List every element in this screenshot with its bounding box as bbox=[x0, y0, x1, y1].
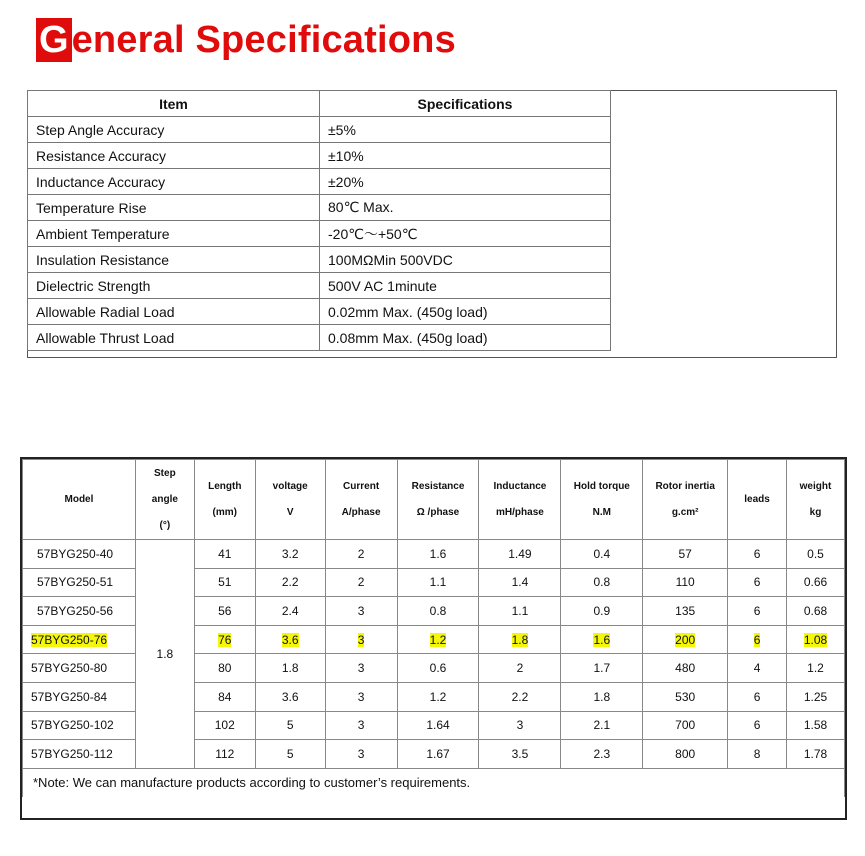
model-value: 0.68 bbox=[787, 597, 845, 626]
spec-value: 80℃ Max. bbox=[320, 195, 611, 221]
model-name: 57BYG250-112 bbox=[23, 740, 136, 769]
model-name: 57BYG250-56 bbox=[23, 597, 136, 626]
model-value: 112 bbox=[194, 740, 255, 769]
model-header-row bbox=[23, 460, 845, 540]
table-header-row bbox=[28, 91, 611, 117]
model-value: 1.8 bbox=[479, 625, 561, 654]
model-value: 1.2 bbox=[397, 682, 479, 711]
model-name: 57BYG250-51 bbox=[23, 568, 136, 597]
model-value: 1.67 bbox=[397, 740, 479, 769]
model-value: 102 bbox=[194, 711, 255, 740]
spec-value: 500V AC 1minute bbox=[320, 273, 611, 299]
model-value: 1.08 bbox=[787, 625, 845, 654]
table-note: *Note: We can manufacture products according to customer’s requirements. bbox=[23, 768, 845, 797]
model-value: 3 bbox=[325, 711, 397, 740]
model-value: 5 bbox=[255, 740, 325, 769]
header-specifications: Specifications bbox=[320, 91, 611, 117]
spec-item: Ambient Temperature bbox=[28, 221, 320, 247]
header-resistance: Resistance Ω /phase bbox=[397, 460, 479, 540]
model-value: 6 bbox=[728, 625, 787, 654]
header-weight: weight kg bbox=[787, 460, 845, 540]
model-value: 3.2 bbox=[255, 540, 325, 569]
header-hold-torque: Hold torque N.M bbox=[561, 460, 643, 540]
model-value: 0.66 bbox=[787, 568, 845, 597]
note-row bbox=[23, 768, 845, 797]
table-row bbox=[28, 143, 611, 169]
model-specifications-table bbox=[20, 457, 847, 820]
model-value: 1.6 bbox=[561, 625, 643, 654]
model-value: 3 bbox=[325, 740, 397, 769]
step-angle-value: 1.8 bbox=[135, 540, 194, 769]
model-value: 2.2 bbox=[479, 682, 561, 711]
model-value: 57 bbox=[643, 540, 728, 569]
model-value: 6 bbox=[728, 540, 787, 569]
model-value: 3 bbox=[479, 711, 561, 740]
model-value: 700 bbox=[643, 711, 728, 740]
model-value: 2 bbox=[325, 540, 397, 569]
model-value: 1.2 bbox=[397, 625, 479, 654]
model-value: 6 bbox=[728, 711, 787, 740]
model-value: 1.25 bbox=[787, 682, 845, 711]
table-row bbox=[28, 117, 611, 143]
table-row bbox=[28, 273, 611, 299]
model-value: 3 bbox=[325, 682, 397, 711]
model-value: 200 bbox=[643, 625, 728, 654]
table-row bbox=[23, 540, 845, 569]
model-value: 1.8 bbox=[561, 682, 643, 711]
model-value: 1.6 bbox=[397, 540, 479, 569]
model-value: 2.1 bbox=[561, 711, 643, 740]
header-leads: leads bbox=[728, 460, 787, 540]
header-step-angle: Step angle (°) bbox=[135, 460, 194, 540]
model-value: 480 bbox=[643, 654, 728, 683]
model-value: 2.3 bbox=[561, 740, 643, 769]
model-value: 3 bbox=[325, 597, 397, 626]
header-model: Model bbox=[23, 460, 136, 540]
spec-value: 100MΩMin 500VDC bbox=[320, 247, 611, 273]
page-title bbox=[36, 18, 456, 62]
model-value: 3.6 bbox=[255, 625, 325, 654]
model-value: 0.6 bbox=[397, 654, 479, 683]
model-value: 3.5 bbox=[479, 740, 561, 769]
model-value: 41 bbox=[194, 540, 255, 569]
model-value: 76 bbox=[194, 625, 255, 654]
model-value: 0.9 bbox=[561, 597, 643, 626]
header-item: Item bbox=[28, 91, 320, 117]
model-value: 0.8 bbox=[561, 568, 643, 597]
model-value: 1.78 bbox=[787, 740, 845, 769]
model-value: 1.1 bbox=[479, 597, 561, 626]
header-length: Length (mm) bbox=[194, 460, 255, 540]
model-value: 1.7 bbox=[561, 654, 643, 683]
model-value: 0.8 bbox=[397, 597, 479, 626]
model-value: 1.2 bbox=[787, 654, 845, 683]
model-value: 1.49 bbox=[479, 540, 561, 569]
spec-item: Allowable Thrust Load bbox=[28, 325, 320, 351]
spec-value: ±10% bbox=[320, 143, 611, 169]
table-row bbox=[28, 325, 611, 351]
model-value: 3 bbox=[325, 625, 397, 654]
spec-item: Insulation Resistance bbox=[28, 247, 320, 273]
spec-item: Step Angle Accuracy bbox=[28, 117, 320, 143]
header-rotor-inertia: Rotor inertia g.cm² bbox=[643, 460, 728, 540]
model-value: 6 bbox=[728, 682, 787, 711]
spec-value: -20℃～+50℃ bbox=[320, 221, 611, 247]
model-value: 6 bbox=[728, 568, 787, 597]
model-value: 2 bbox=[479, 654, 561, 683]
model-value: 0.5 bbox=[787, 540, 845, 569]
spec-item: Temperature Rise bbox=[28, 195, 320, 221]
spec-item: Dielectric Strength bbox=[28, 273, 320, 299]
spec-item: Allowable Radial Load bbox=[28, 299, 320, 325]
general-specifications-table bbox=[27, 90, 837, 358]
model-value: 2.4 bbox=[255, 597, 325, 626]
spec-item: Inductance Accuracy bbox=[28, 169, 320, 195]
model-value: 110 bbox=[643, 568, 728, 597]
model-value: 530 bbox=[643, 682, 728, 711]
title-text: eneral Specifications bbox=[71, 19, 456, 61]
spec-value: 0.02mm Max. (450g load) bbox=[320, 299, 611, 325]
table-row bbox=[28, 169, 611, 195]
model-name: 57BYG250-102 bbox=[23, 711, 136, 740]
table-row bbox=[28, 247, 611, 273]
model-value: 1.8 bbox=[255, 654, 325, 683]
model-value: 51 bbox=[194, 568, 255, 597]
model-value: 1.64 bbox=[397, 711, 479, 740]
model-value: 4 bbox=[728, 654, 787, 683]
model-value: 5 bbox=[255, 711, 325, 740]
header-voltage: voltage V bbox=[255, 460, 325, 540]
spec-item: Resistance Accuracy bbox=[28, 143, 320, 169]
model-value: 56 bbox=[194, 597, 255, 626]
model-name: 57BYG250-80 bbox=[23, 654, 136, 683]
title-first-letter: G bbox=[36, 18, 72, 62]
model-value: 2.2 bbox=[255, 568, 325, 597]
table-row bbox=[28, 195, 611, 221]
model-value: 0.4 bbox=[561, 540, 643, 569]
model-value: 800 bbox=[643, 740, 728, 769]
model-value: 1.58 bbox=[787, 711, 845, 740]
model-value: 1.4 bbox=[479, 568, 561, 597]
spec-value: ±5% bbox=[320, 117, 611, 143]
spec-value: ±20% bbox=[320, 169, 611, 195]
spec-value: 0.08mm Max. (450g load) bbox=[320, 325, 611, 351]
model-name: 57BYG250-76 bbox=[23, 625, 136, 654]
model-value: 6 bbox=[728, 597, 787, 626]
model-value: 84 bbox=[194, 682, 255, 711]
model-value: 3.6 bbox=[255, 682, 325, 711]
table-row bbox=[28, 299, 611, 325]
header-current: Current A/phase bbox=[325, 460, 397, 540]
model-value: 2 bbox=[325, 568, 397, 597]
header-inductance: Inductance mH/phase bbox=[479, 460, 561, 540]
model-name: 57BYG250-40 bbox=[23, 540, 136, 569]
model-name: 57BYG250-84 bbox=[23, 682, 136, 711]
model-value: 80 bbox=[194, 654, 255, 683]
model-value: 1.1 bbox=[397, 568, 479, 597]
model-value: 135 bbox=[643, 597, 728, 626]
model-value: 8 bbox=[728, 740, 787, 769]
table-row bbox=[28, 221, 611, 247]
model-value: 3 bbox=[325, 654, 397, 683]
